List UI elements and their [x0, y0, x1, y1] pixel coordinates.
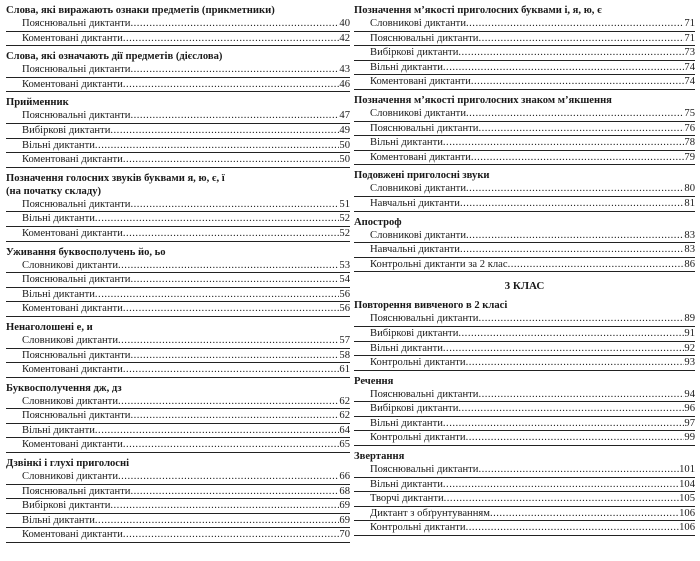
toc-entry: [6, 124, 350, 139]
dot-leader: [118, 334, 339, 348]
dot-leader: [118, 470, 339, 484]
toc-right-top: [354, 0, 695, 272]
toc-entry: [6, 288, 350, 303]
entry-page-number: 79: [684, 151, 695, 163]
toc-right-column: [354, 0, 695, 536]
dot-leader: [466, 182, 684, 196]
toc-section: [6, 453, 350, 543]
section-heading: Прийменник: [6, 97, 69, 109]
dot-leader: [466, 107, 684, 121]
entry-page-number: 106: [679, 507, 695, 519]
entry-page-number: 46: [339, 78, 350, 90]
entry-label: Вільні диктанти: [22, 288, 95, 300]
entry-label: Вибіркові диктанти: [370, 403, 459, 415]
toc-entry: [6, 438, 350, 453]
entry-page-number: 94: [684, 388, 695, 400]
section-heading: Речення: [354, 375, 394, 387]
section-heading: Апостроф: [354, 216, 402, 228]
toc-entry: [354, 46, 695, 61]
entry-page-number: 40: [339, 18, 350, 29]
toc-section: [354, 165, 695, 211]
dot-leader: [466, 17, 684, 31]
toc-entry: [6, 259, 350, 274]
toc-entry: [354, 32, 695, 47]
entry-page-number: 105: [679, 493, 695, 505]
toc-entry: [6, 153, 350, 168]
entry-page-number: 70: [339, 529, 350, 541]
entry-page-number: 89: [684, 313, 695, 325]
entry-label: Пояснювальні диктанти: [22, 485, 131, 497]
dot-leader: [123, 363, 340, 377]
toc-entry: [6, 470, 350, 485]
entry-label: Пояснювальні диктанти: [370, 122, 479, 134]
dot-leader: [490, 507, 679, 521]
dot-leader: [95, 514, 340, 528]
entry-page-number: 56: [339, 303, 350, 315]
entry-page-number: 49: [339, 124, 350, 136]
entry-page-number: 83: [684, 244, 695, 256]
entry-label: Контрольні диктанти за 2 клас: [370, 258, 508, 270]
toc-entry: [354, 327, 695, 342]
class-title: 3 КЛАС: [504, 280, 545, 293]
entry-label: Коментовані диктанти: [22, 529, 123, 541]
toc-entry: [354, 17, 695, 32]
dot-leader: [478, 388, 684, 402]
dot-leader: [444, 492, 679, 506]
entry-page-number: 64: [339, 424, 350, 436]
dot-leader: [123, 78, 340, 92]
dot-leader: [478, 32, 684, 46]
entry-page-number: 47: [339, 110, 350, 122]
toc-entry: [354, 107, 695, 122]
dot-leader: [123, 438, 340, 452]
entry-label: Вибіркові диктанти: [370, 47, 459, 59]
entry-label: Словникові диктанти: [370, 107, 466, 119]
dot-leader: [458, 46, 684, 60]
dot-leader: [466, 356, 685, 370]
toc-entry: [354, 507, 695, 522]
toc-entry: [354, 356, 695, 371]
entry-label: Словникові диктанти: [370, 229, 466, 241]
entry-label: Коментовані диктанти: [22, 364, 123, 376]
dot-leader: [123, 302, 340, 316]
entry-page-number: 93: [684, 357, 695, 369]
toc-entry: [354, 417, 695, 432]
section-heading: Позначення м’якості приголосних буквами і, я, ю, є: [354, 5, 602, 16]
entry-label: Вільні диктанти: [370, 478, 443, 490]
entry-page-number: 57: [339, 334, 350, 346]
entry-page-number: 106: [679, 522, 695, 534]
toc-section: [6, 242, 350, 317]
toc-section: [354, 446, 695, 536]
dot-leader: [110, 124, 339, 138]
dot-leader: [130, 349, 339, 363]
entry-page-number: 51: [339, 198, 350, 210]
entry-label: Вільні диктанти: [370, 417, 443, 429]
entry-page-number: 104: [679, 478, 695, 490]
toc-entry: [354, 182, 695, 197]
entry-page-number: 71: [684, 32, 695, 44]
toc-entry: [354, 388, 695, 403]
dot-leader: [443, 136, 685, 150]
entry-page-number: 50: [339, 154, 350, 166]
entry-label: Вільні диктанти: [22, 514, 95, 526]
entry-page-number: 69: [339, 500, 350, 512]
dot-leader: [443, 61, 685, 75]
toc-section: [354, 295, 695, 370]
entry-label: Коментовані диктанти: [370, 151, 471, 163]
dot-leader: [118, 395, 339, 409]
entry-page-number: 69: [339, 514, 350, 526]
toc-entry: [6, 528, 350, 543]
entry-page-number: 62: [339, 395, 350, 407]
toc-section: [6, 317, 350, 378]
entry-label: Вибіркові диктанти: [22, 500, 111, 512]
dot-leader: [123, 153, 340, 167]
entry-page-number: 73: [684, 47, 695, 59]
entry-label: Коментовані диктанти: [22, 78, 123, 90]
entry-label: Коментовані диктанти: [22, 227, 123, 239]
entry-page-number: 66: [339, 471, 350, 483]
entry-page-number: 81: [684, 197, 695, 209]
dot-leader: [466, 521, 680, 535]
entry-label: Контрольні диктанти: [370, 432, 466, 444]
entry-page-number: 76: [684, 122, 695, 134]
toc-section: [354, 212, 695, 273]
toc-entry: [6, 63, 350, 78]
entry-label: Контрольні диктанти: [370, 357, 466, 369]
entry-page-number: 53: [339, 259, 350, 271]
entry-page-number: 83: [684, 229, 695, 241]
toc-entry: [6, 395, 350, 410]
dot-leader: [123, 32, 340, 46]
dot-leader: [443, 342, 685, 356]
section-heading: Ненаголошені е, и: [6, 321, 93, 333]
toc-entry: [354, 229, 695, 244]
toc-entry: [6, 139, 350, 154]
toc-section: [6, 46, 350, 92]
dot-leader: [458, 327, 684, 341]
dot-leader: [130, 63, 339, 77]
entry-label: Пояснювальні диктанти: [22, 110, 131, 122]
section-heading: Дзвінкі і глухі приголосні: [6, 458, 130, 470]
entry-label: Пояснювальні диктанти: [370, 313, 479, 325]
entry-label: Словникові диктанти: [370, 183, 466, 195]
dot-leader: [471, 75, 685, 89]
dot-leader: [95, 139, 340, 153]
section-heading: Позначення голосних звуків буквами я, ю, є, ї: [6, 172, 225, 184]
toc-entry: [354, 61, 695, 76]
toc-entry: [354, 75, 695, 90]
toc-entry: [6, 273, 350, 288]
toc-entry: [6, 212, 350, 227]
entry-page-number: 99: [684, 432, 695, 444]
toc-entry: [354, 342, 695, 357]
dot-leader: [508, 258, 685, 272]
toc-entry: [6, 32, 350, 47]
entry-label: Пояснювальні диктанти: [22, 410, 131, 422]
entry-page-number: 43: [339, 64, 350, 76]
entry-label: Пояснювальні диктанти: [22, 274, 131, 286]
toc-entry: [6, 302, 350, 317]
toc-section: [6, 92, 350, 167]
toc-entry: [6, 227, 350, 242]
entry-page-number: 65: [339, 439, 350, 451]
toc-entry: [354, 402, 695, 417]
section-heading: Уживання буквосполучень йо, ьо: [6, 246, 166, 258]
toc-entry: [6, 78, 350, 93]
section-heading: Слова, які виражають ознаки предметів (прикметники): [6, 5, 275, 16]
entry-label: Навчальні диктанти: [370, 244, 460, 256]
entry-label: Вільні диктанти: [22, 139, 95, 151]
toc-entry: [6, 349, 350, 364]
toc-entry: [6, 499, 350, 514]
dot-leader: [471, 151, 685, 165]
toc-entry: [354, 463, 695, 478]
entry-label: Пояснювальні диктанти: [370, 388, 479, 400]
entry-label: Вільні диктанти: [22, 424, 95, 436]
toc-entry: [6, 424, 350, 439]
dot-leader: [130, 17, 339, 31]
toc-entry: [354, 492, 695, 507]
entry-page-number: 97: [684, 417, 695, 429]
section-heading: Слова, які означають дії предметів (дієслова): [6, 51, 223, 63]
toc-section: [6, 378, 350, 453]
entry-label: Коментовані диктанти: [370, 76, 471, 88]
entry-label: Словникові диктанти: [22, 395, 118, 407]
entry-label: Словникові диктанти: [370, 18, 466, 29]
entry-label: Пояснювальні диктанти: [22, 18, 131, 29]
entry-page-number: 52: [339, 213, 350, 225]
toc-section: [354, 90, 695, 165]
section-heading: Позначення м’якості приголосних знаком м’якшення: [354, 94, 612, 106]
entry-label: Пояснювальні диктанти: [22, 64, 131, 76]
entry-label: Коментовані диктанти: [22, 32, 123, 44]
entry-label: Словникові диктанти: [22, 471, 118, 483]
entry-label: Вільні диктанти: [370, 61, 443, 73]
dot-leader: [130, 485, 339, 499]
toc-section: [354, 0, 695, 90]
section-subheading: (на початку складу): [6, 185, 102, 197]
toc-entry: [6, 363, 350, 378]
entry-label: Вибіркові диктанти: [22, 124, 111, 136]
entry-label: Пояснювальні диктанти: [370, 464, 479, 476]
toc-entry: [6, 514, 350, 529]
toc-section: [6, 0, 350, 46]
dot-leader: [123, 227, 340, 241]
dot-leader: [130, 409, 339, 423]
entry-page-number: 68: [339, 485, 350, 497]
entry-page-number: 42: [339, 32, 350, 44]
toc-entry: [354, 151, 695, 166]
entry-label: Вільні диктанти: [370, 137, 443, 149]
entry-label: Пояснювальні диктанти: [22, 198, 131, 210]
entry-label: Вільні диктанти: [22, 213, 95, 225]
entry-page-number: 56: [339, 288, 350, 300]
toc-entry: [6, 334, 350, 349]
entry-label: Вибіркові диктанти: [370, 327, 459, 339]
entry-page-number: 54: [339, 274, 350, 286]
entry-label: Коментовані диктанти: [22, 439, 123, 451]
toc-entry: [354, 478, 695, 493]
dot-leader: [130, 109, 339, 123]
dot-leader: [118, 259, 339, 273]
entry-label: Словникові диктанти: [22, 259, 118, 271]
entry-page-number: 91: [684, 327, 695, 339]
entry-label: Коментовані диктанти: [22, 154, 123, 166]
toc-left-column: [6, 0, 350, 543]
toc-section: [354, 371, 695, 446]
entry-label: Диктант з обґрунтуванням: [370, 507, 490, 519]
entry-label: Контрольні диктанти: [370, 522, 466, 534]
dot-leader: [478, 312, 684, 326]
entry-page-number: 101: [679, 464, 695, 476]
section-heading: Звертання: [354, 451, 405, 463]
dot-leader: [130, 198, 339, 212]
toc-entry: [354, 258, 695, 273]
entry-label: Творчі диктанти: [370, 493, 444, 505]
entry-page-number: 80: [684, 183, 695, 195]
toc-entry: [354, 197, 695, 212]
toc-entry: [6, 17, 350, 32]
entry-label: Пояснювальні диктанти: [370, 32, 479, 44]
dot-leader: [130, 273, 339, 287]
entry-page-number: 50: [339, 139, 350, 151]
entry-page-number: 75: [684, 107, 695, 119]
entry-label: Навчальні диктанти: [370, 197, 460, 209]
entry-page-number: 58: [339, 349, 350, 361]
section-heading: Подовжені приголосні звуки: [354, 170, 490, 182]
section-heading: Повторення вивченого в 2 класі: [354, 300, 508, 312]
toc-entry: [6, 409, 350, 424]
toc-entry: [6, 198, 350, 213]
entry-label: Коментовані диктанти: [22, 303, 123, 315]
toc-entry: [6, 485, 350, 500]
toc-right-bottom: [354, 295, 695, 536]
entry-page-number: 71: [684, 18, 695, 29]
toc-entry: [354, 122, 695, 137]
entry-page-number: 78: [684, 137, 695, 149]
dot-leader: [458, 402, 684, 416]
dot-leader: [95, 424, 340, 438]
toc-entry: [354, 521, 695, 536]
dot-leader: [443, 478, 679, 492]
dot-leader: [123, 528, 340, 542]
toc-entry: [354, 243, 695, 258]
dot-leader: [460, 197, 684, 211]
section-heading: Буквосполучення дж, дз: [6, 382, 122, 394]
entry-page-number: 74: [684, 61, 695, 73]
entry-page-number: 86: [684, 258, 695, 270]
entry-label: Словникові диктанти: [22, 334, 118, 346]
dot-leader: [95, 288, 340, 302]
entry-label: Вільні диктанти: [370, 342, 443, 354]
dot-leader: [95, 212, 340, 226]
entry-page-number: 62: [339, 410, 350, 422]
dot-leader: [460, 243, 684, 257]
toc-entry: [354, 136, 695, 151]
dot-leader: [478, 122, 684, 136]
toc-entry: [354, 431, 695, 446]
dot-leader: [466, 431, 685, 445]
dot-leader: [443, 417, 685, 431]
entry-page-number: 92: [684, 342, 695, 354]
toc-entry: [6, 109, 350, 124]
entry-page-number: 52: [339, 227, 350, 239]
entry-label: Пояснювальні диктанти: [22, 349, 131, 361]
toc-section: [6, 168, 350, 242]
dot-leader: [110, 499, 339, 513]
entry-page-number: 74: [684, 76, 695, 88]
entry-page-number: 96: [684, 403, 695, 415]
dot-leader: [478, 463, 679, 477]
toc-entry: [354, 312, 695, 327]
entry-page-number: 61: [339, 364, 350, 376]
dot-leader: [466, 229, 684, 243]
